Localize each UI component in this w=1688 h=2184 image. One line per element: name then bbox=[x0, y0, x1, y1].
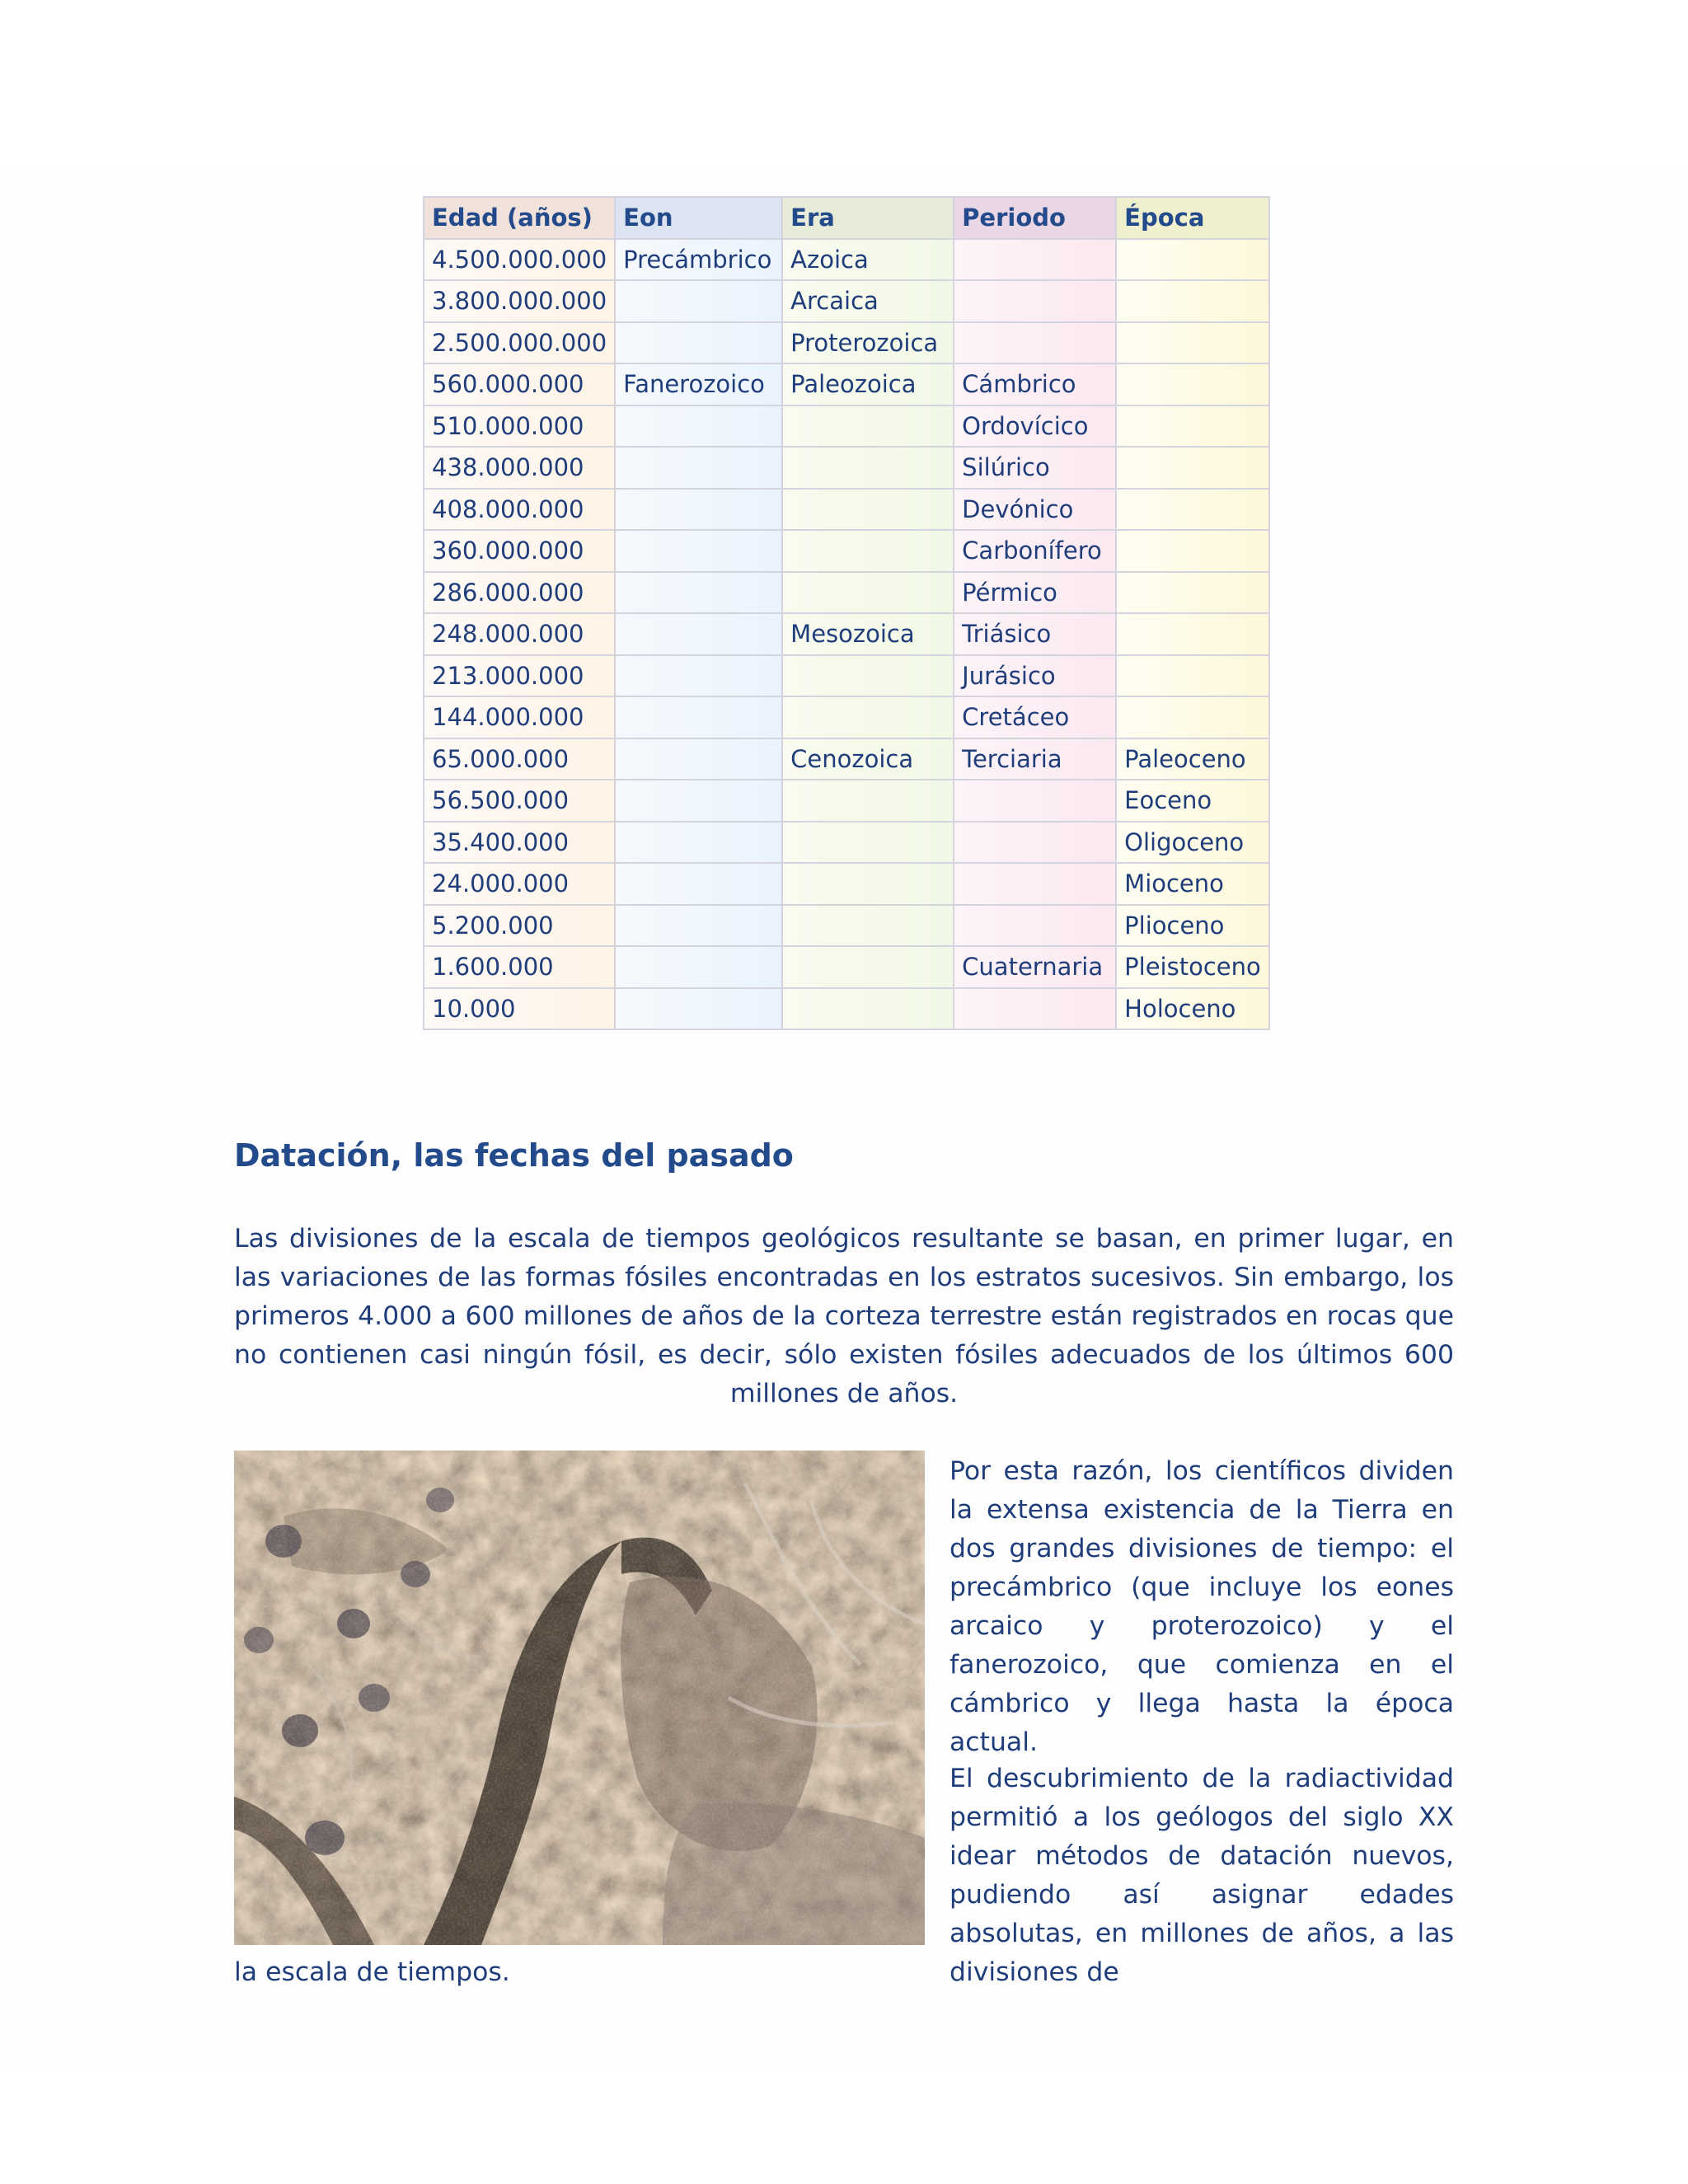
cell-periodo: Pérmico bbox=[954, 572, 1116, 614]
cell-eon bbox=[615, 863, 782, 905]
table-row bbox=[424, 447, 1269, 489]
table-row bbox=[424, 696, 1269, 738]
cell-eon: Precámbrico bbox=[615, 239, 782, 281]
cell-epoca bbox=[1116, 280, 1269, 322]
cell-edad: 35.400.000 bbox=[424, 822, 615, 864]
cell-eon bbox=[615, 780, 782, 822]
cell-periodo: Carbonífero bbox=[954, 530, 1116, 572]
paragraph-datacion-intro: Las divisiones de la escala de tiempos geológicos resultante se basan, en primer lugar, en las variaciones de las formas fósiles encontradas en los estratos sucesivos. Sin embargo, los primeros 4.000 a 600 millones de años de la corteza terrestre están registrados en rocas que no contienen casi ningún fósil, es decir, sólo existen fósiles adecuados de los últimos 600 millones de años. bbox=[234, 1224, 1454, 1408]
cell-epoca: Holoceno bbox=[1116, 988, 1269, 1030]
cell-periodo bbox=[954, 988, 1116, 1030]
table-row bbox=[424, 322, 1269, 364]
cell-edad: 360.000.000 bbox=[424, 530, 615, 572]
paragraph-radiactividad: El descubrimiento de la radiactividad permitió a los geólogos del siglo XX idear métodos de datación nuevos, pudiendo así asignar edades absolutas, en millones de años, a las divisiones de bbox=[950, 1764, 1454, 1987]
cell-era bbox=[782, 572, 954, 614]
table-row bbox=[424, 863, 1269, 905]
cell-eon: Fanerozoico bbox=[615, 363, 782, 405]
table-row bbox=[424, 530, 1269, 572]
cell-edad: 5.200.000 bbox=[424, 905, 615, 947]
cell-eon bbox=[615, 530, 782, 572]
table-row bbox=[424, 780, 1269, 822]
paragraph-divisiones: Por esta razón, los científicos dividen la extensa existencia de la Tierra en dos grandes divisiones de tiempo: el precámbrico (que incluye los eones arcaico y proterozoico) y el fanerozoico, que comienza en el cámbrico y llega hasta la época actual. bbox=[950, 1456, 1454, 1757]
table-row bbox=[424, 363, 1269, 405]
cell-epoca bbox=[1116, 572, 1269, 614]
cell-epoca bbox=[1116, 530, 1269, 572]
table-row bbox=[424, 405, 1269, 448]
table-row bbox=[424, 655, 1269, 697]
cell-eon bbox=[615, 489, 782, 531]
geologic-time-table bbox=[423, 196, 1270, 1030]
cell-epoca: Eoceno bbox=[1116, 780, 1269, 822]
cell-edad: 213.000.000 bbox=[424, 655, 615, 697]
cell-epoca: Plioceno bbox=[1116, 905, 1269, 947]
paragraph-radiactividad-tail: la escala de tiempos. bbox=[234, 1957, 510, 1987]
cell-eon bbox=[615, 738, 782, 780]
header-epoca: Época bbox=[1116, 197, 1269, 239]
table-row bbox=[424, 738, 1269, 780]
cell-eon bbox=[615, 946, 782, 988]
cell-epoca: Oligoceno bbox=[1116, 822, 1269, 864]
cell-edad: 4.500.000.000 bbox=[424, 239, 615, 281]
cell-periodo: Ordovícico bbox=[954, 405, 1116, 448]
cell-periodo: Cámbrico bbox=[954, 363, 1116, 405]
cell-epoca bbox=[1116, 405, 1269, 448]
table-row bbox=[424, 572, 1269, 614]
cell-eon bbox=[615, 447, 782, 489]
cell-edad: 56.500.000 bbox=[424, 780, 615, 822]
cell-eon bbox=[615, 613, 782, 655]
cell-era bbox=[782, 696, 954, 738]
cell-eon bbox=[615, 322, 782, 364]
cell-edad: 408.000.000 bbox=[424, 489, 615, 531]
cell-edad: 248.000.000 bbox=[424, 613, 615, 655]
table-body bbox=[424, 239, 1269, 1030]
cell-periodo: Cretáceo bbox=[954, 696, 1116, 738]
rock-strata-photo bbox=[234, 1451, 925, 1945]
header-eon: Eon bbox=[615, 197, 782, 239]
header-periodo: Periodo bbox=[954, 197, 1116, 239]
cell-era bbox=[782, 530, 954, 572]
cell-era bbox=[782, 447, 954, 489]
cell-periodo bbox=[954, 905, 1116, 947]
table-row bbox=[424, 239, 1269, 281]
cell-era bbox=[782, 405, 954, 448]
cell-eon bbox=[615, 280, 782, 322]
cell-edad: 438.000.000 bbox=[424, 447, 615, 489]
cell-era bbox=[782, 822, 954, 864]
cell-edad: 286.000.000 bbox=[424, 572, 615, 614]
cell-periodo: Devónico bbox=[954, 489, 1116, 531]
section-title: Datación, las fechas del pasado bbox=[234, 1137, 794, 1174]
cell-era: Arcaica bbox=[782, 280, 954, 322]
cell-periodo bbox=[954, 239, 1116, 281]
cell-periodo: Triásico bbox=[954, 613, 1116, 655]
cell-periodo bbox=[954, 280, 1116, 322]
cell-era: Azoica bbox=[782, 239, 954, 281]
cell-epoca bbox=[1116, 322, 1269, 364]
cell-epoca: Mioceno bbox=[1116, 863, 1269, 905]
cell-edad: 510.000.000 bbox=[424, 405, 615, 448]
cell-periodo: Terciaria bbox=[954, 738, 1116, 780]
cell-periodo bbox=[954, 822, 1116, 864]
table-row bbox=[424, 946, 1269, 988]
cell-edad: 65.000.000 bbox=[424, 738, 615, 780]
cell-edad: 560.000.000 bbox=[424, 363, 615, 405]
cell-periodo: Cuaternaria bbox=[954, 946, 1116, 988]
cell-era bbox=[782, 655, 954, 697]
cell-edad: 1.600.000 bbox=[424, 946, 615, 988]
table-row bbox=[424, 613, 1269, 655]
cell-era bbox=[782, 946, 954, 988]
cell-epoca bbox=[1116, 363, 1269, 405]
cell-era bbox=[782, 905, 954, 947]
cell-epoca: Pleistoceno bbox=[1116, 946, 1269, 988]
cell-eon bbox=[615, 572, 782, 614]
table-row bbox=[424, 905, 1269, 947]
cell-periodo bbox=[954, 322, 1116, 364]
cell-eon bbox=[615, 696, 782, 738]
cell-era bbox=[782, 988, 954, 1030]
cell-epoca bbox=[1116, 489, 1269, 531]
cell-era bbox=[782, 863, 954, 905]
header-era: Era bbox=[782, 197, 954, 239]
cell-edad: 24.000.000 bbox=[424, 863, 615, 905]
cell-periodo bbox=[954, 780, 1116, 822]
cell-epoca: Paleoceno bbox=[1116, 738, 1269, 780]
cell-eon bbox=[615, 822, 782, 864]
cell-edad: 10.000 bbox=[424, 988, 615, 1030]
cell-periodo: Silúrico bbox=[954, 447, 1116, 489]
cell-era: Cenozoica bbox=[782, 738, 954, 780]
cell-epoca bbox=[1116, 655, 1269, 697]
cell-periodo bbox=[954, 863, 1116, 905]
cell-eon bbox=[615, 655, 782, 697]
cell-periodo: Jurásico bbox=[954, 655, 1116, 697]
cell-epoca bbox=[1116, 239, 1269, 281]
cell-era bbox=[782, 780, 954, 822]
cell-eon bbox=[615, 988, 782, 1030]
header-edad: Edad (años) bbox=[424, 197, 615, 239]
cell-era: Mesozoica bbox=[782, 613, 954, 655]
cell-era: Paleozoica bbox=[782, 363, 954, 405]
cell-era: Proterozoica bbox=[782, 322, 954, 364]
cell-edad: 2.500.000.000 bbox=[424, 322, 615, 364]
cell-epoca bbox=[1116, 613, 1269, 655]
cell-epoca bbox=[1116, 447, 1269, 489]
cell-era bbox=[782, 489, 954, 531]
table-header-row bbox=[424, 197, 1269, 239]
cell-epoca bbox=[1116, 696, 1269, 738]
cell-eon bbox=[615, 405, 782, 448]
table-row bbox=[424, 489, 1269, 531]
cell-edad: 3.800.000.000 bbox=[424, 280, 615, 322]
table-row bbox=[424, 988, 1269, 1030]
table-row bbox=[424, 822, 1269, 864]
cell-eon bbox=[615, 905, 782, 947]
cell-edad: 144.000.000 bbox=[424, 696, 615, 738]
table-row bbox=[424, 280, 1269, 322]
